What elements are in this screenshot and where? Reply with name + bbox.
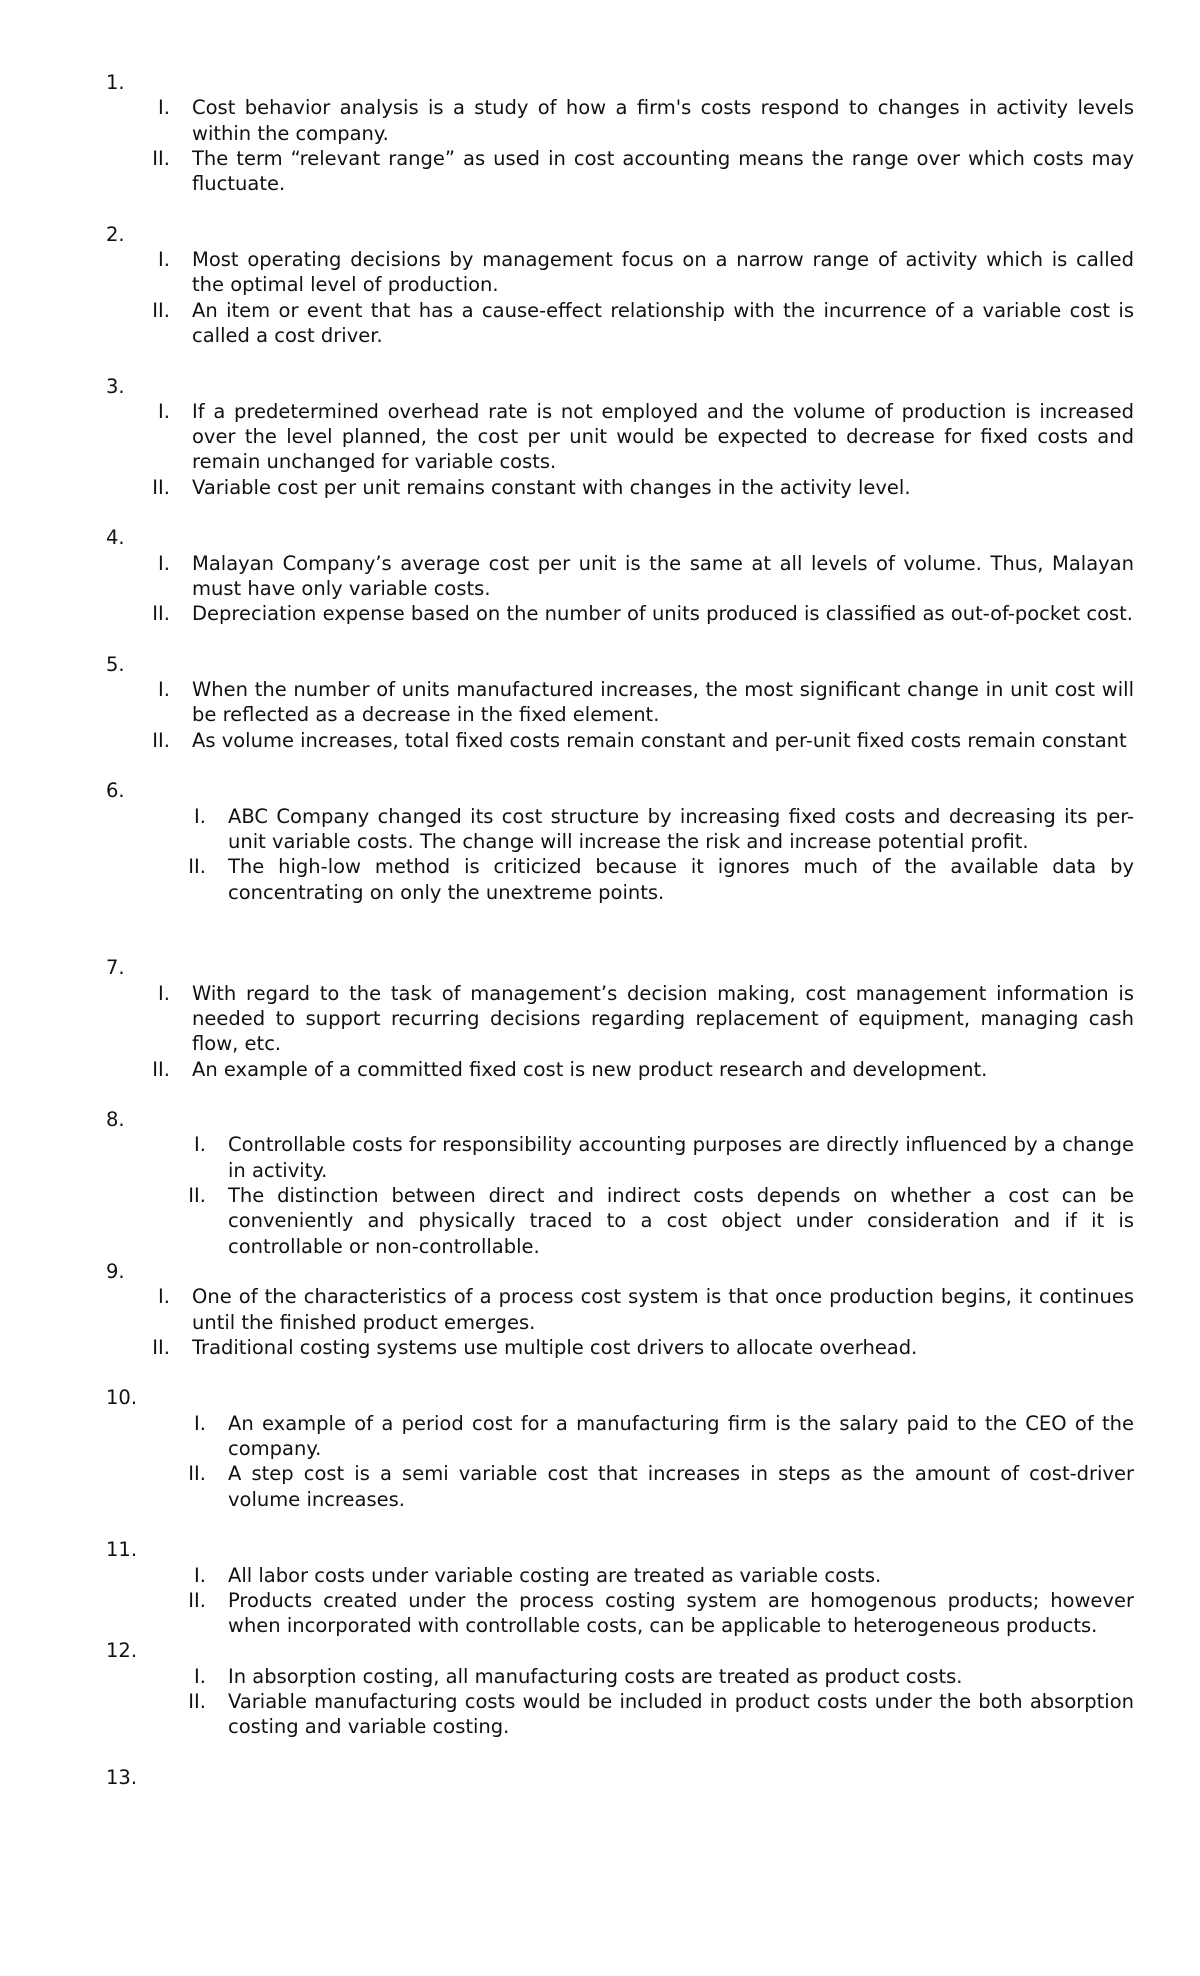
statement-text: Traditional costing systems use multiple cost drivers to allocate overhead. xyxy=(192,1335,918,1359)
question-2 xyxy=(106,222,1134,348)
statement-numeral: II. xyxy=(152,1057,170,1081)
statement-ii xyxy=(106,1057,1134,1082)
statement-ii xyxy=(106,1689,1134,1740)
statement-text: Malayan Company’s average cost per unit is the same at all levels of volume. Thus, Malayan must have only variable costs. xyxy=(192,551,1134,600)
statement-ii xyxy=(106,601,1134,626)
statement-i xyxy=(106,1284,1134,1335)
statement-numeral: II. xyxy=(188,855,206,879)
statement-numeral: I. xyxy=(194,1411,206,1435)
statement-ii xyxy=(106,1588,1134,1639)
question-7 xyxy=(106,955,1134,1081)
statement-text: Variable manufacturing costs would be included in product costs under the both absorption costing and variable costing. xyxy=(228,1690,1134,1739)
question-number: 10. xyxy=(106,1386,138,1410)
statement-numeral: II. xyxy=(152,475,170,499)
question-number: 12. xyxy=(106,1639,138,1663)
statement-numeral: I. xyxy=(194,1133,206,1157)
statement-text: When the number of units manufactured increases, the most significant change in unit cost will be reflected as a decrease in the fixed element. xyxy=(192,678,1134,727)
question-5 xyxy=(106,652,1134,753)
spacer xyxy=(106,905,1134,956)
spacer xyxy=(106,1512,1134,1537)
statement-text: As volume increases, total fixed costs remain constant and per-unit fixed costs remain constant xyxy=(192,728,1127,752)
statement-text: Depreciation expense based on the number of units produced is classified as out-of-pocket cost. xyxy=(192,602,1133,626)
question-number: 3. xyxy=(106,374,125,398)
statement-ii xyxy=(106,1183,1134,1259)
statement-i xyxy=(106,551,1134,602)
statement-numeral: II. xyxy=(188,1184,206,1208)
statement-i xyxy=(106,247,1134,298)
question-number: 7. xyxy=(106,956,125,980)
statement-text: A step cost is a semi variable cost that increases in steps as the amount of cost-driver volume increases. xyxy=(228,1462,1134,1511)
question-number: 5. xyxy=(106,652,125,676)
statement-i xyxy=(106,1664,1134,1689)
statement-numeral: II. xyxy=(188,1588,206,1612)
statement-i xyxy=(106,677,1134,728)
statement-text: ABC Company changed its cost structure by increasing fixed costs and decreasing its per-unit variable costs. The change will increase the risk and increase potential profit. xyxy=(228,804,1134,853)
statement-i xyxy=(106,981,1134,1057)
statement-numeral: I. xyxy=(194,1563,206,1587)
statement-text: Cost behavior analysis is a study of how a firm's costs respond to changes in activity levels within the company. xyxy=(192,96,1134,145)
statement-text: The high-low method is criticized because it ignores much of the available data by concentrating on only the unextreme points. xyxy=(228,855,1134,904)
question-12 xyxy=(106,1638,1134,1739)
statement-numeral: II. xyxy=(188,1690,206,1713)
statement-text: An item or event that has a cause-effect relationship with the incurrence of a variable cost is called a cost driver. xyxy=(192,298,1134,347)
statement-i xyxy=(106,1563,1134,1588)
spacer xyxy=(106,1082,1134,1107)
question-1 xyxy=(106,70,1134,196)
question-number: 9. xyxy=(106,1259,125,1283)
statement-numeral: II. xyxy=(152,728,170,752)
statement-numeral: I. xyxy=(194,1664,206,1688)
statement-numeral: II. xyxy=(152,602,170,626)
question-number: 1. xyxy=(106,71,125,94)
question-3 xyxy=(106,374,1134,500)
statement-text: In absorption costing, all manufacturing costs are treated as product costs. xyxy=(228,1664,963,1688)
question-number: 6. xyxy=(106,779,125,803)
statement-text: The term “relevant range” as used in cost accounting means the range over which costs may fluctuate. xyxy=(192,146,1134,196)
statement-numeral: II. xyxy=(152,146,170,170)
question-6 xyxy=(106,778,1134,904)
statement-ii xyxy=(106,728,1134,753)
spacer xyxy=(106,1740,1134,1765)
statement-numeral: II. xyxy=(188,1462,206,1486)
statement-numeral: I. xyxy=(158,678,170,702)
statement-i xyxy=(106,95,1134,146)
statement-text: The distinction between direct and indirect costs depends on whether a cost can be conveniently and physically traced to a cost object under consideration and if it is controllable or non-controllable. xyxy=(228,1184,1134,1258)
spacer xyxy=(106,500,1134,525)
statement-ii xyxy=(106,298,1134,349)
question-8 xyxy=(106,1107,1134,1259)
statement-text: Products created under the process costing system are homogenous products; however when incorporated with controllable costs, can be applicable to heterogeneous products. xyxy=(228,1588,1134,1638)
spacer xyxy=(106,627,1134,652)
statement-text: All labor costs under variable costing are treated as variable costs. xyxy=(228,1563,882,1587)
statement-ii xyxy=(106,1461,1134,1512)
statement-numeral: I. xyxy=(158,1285,170,1309)
statement-numeral: I. xyxy=(194,804,206,828)
question-number: 4. xyxy=(106,526,125,550)
question-11 xyxy=(106,1537,1134,1638)
statement-ii xyxy=(106,854,1134,905)
statement-numeral: I. xyxy=(158,551,170,575)
statement-text: Controllable costs for responsibility accounting purposes are directly influenced by a change in activity. xyxy=(228,1133,1134,1182)
statement-text: One of the characteristics of a process cost system is that once production begins, it continues until the finished product emerges. xyxy=(192,1285,1134,1334)
question-4 xyxy=(106,525,1134,626)
spacer xyxy=(106,753,1134,778)
statement-numeral: I. xyxy=(158,981,170,1005)
statement-numeral: I. xyxy=(158,96,170,120)
statement-i xyxy=(106,1411,1134,1462)
question-9 xyxy=(106,1259,1134,1360)
statement-text: An example of a committed fixed cost is new product research and development. xyxy=(192,1057,988,1081)
question-number: 2. xyxy=(106,222,125,246)
question-number: 11. xyxy=(106,1538,138,1562)
statement-ii xyxy=(106,146,1134,197)
statement-ii xyxy=(106,475,1134,500)
statement-i xyxy=(106,399,1134,475)
spacer xyxy=(106,348,1134,373)
statement-text: If a predetermined overhead rate is not employed and the volume of production is increased over the level planned, the cost per unit would be expected to decrease for fixed costs and remain unchanged for variable costs. xyxy=(192,399,1134,474)
spacer xyxy=(106,1360,1134,1385)
statement-ii xyxy=(106,1335,1134,1360)
question-number: 8. xyxy=(106,1108,125,1132)
statement-text: With regard to the task of management’s decision making, cost management information is needed to support recurring decisions regarding replacement of equipment, managing cash flow, etc. xyxy=(192,981,1134,1056)
statement-text: An example of a period cost for a manufacturing firm is the salary paid to the CEO of the company. xyxy=(228,1411,1134,1461)
statement-numeral: I. xyxy=(158,248,170,272)
question-number: 13. xyxy=(106,1765,138,1789)
question-13 xyxy=(106,1765,1134,1790)
statement-i xyxy=(106,804,1134,855)
statement-numeral: I. xyxy=(158,399,170,423)
statement-text: Variable cost per unit remains constant with changes in the activity level. xyxy=(192,475,911,499)
spacer xyxy=(106,196,1134,221)
statement-numeral: II. xyxy=(152,298,170,322)
question-10 xyxy=(106,1385,1134,1511)
statement-numeral: II. xyxy=(152,1335,170,1359)
statement-text: Most operating decisions by management focus on a narrow range of activity which is called the optimal level of production. xyxy=(192,248,1134,297)
statement-i xyxy=(106,1132,1134,1183)
